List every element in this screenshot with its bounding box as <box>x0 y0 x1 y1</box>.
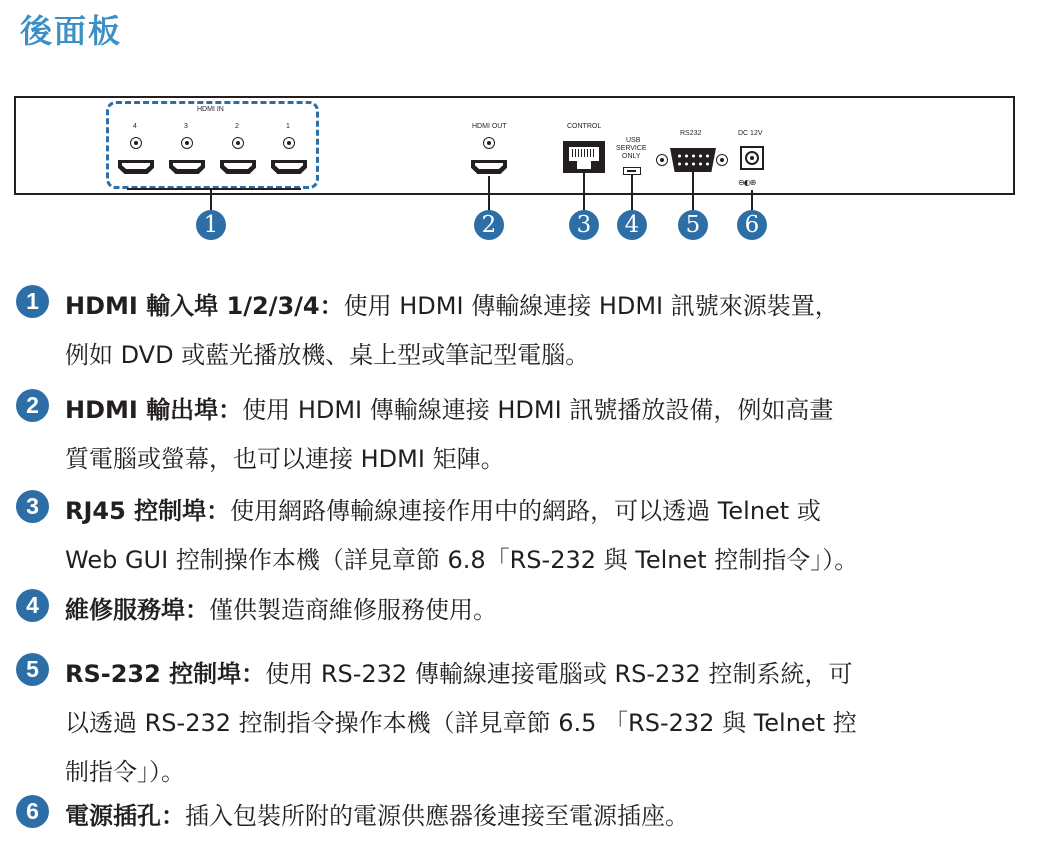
hdmi-in-number-4: 4 <box>133 123 137 130</box>
usb-label-line2: SERVICE <box>616 145 647 152</box>
control-label: CONTROL <box>567 123 602 130</box>
item-term: HDMI 輸出埠： <box>65 396 243 424</box>
callout-line-2 <box>488 176 490 213</box>
hdmi-in-label: HDMI IN <box>194 106 227 113</box>
list-item-rj45-control <box>16 487 1016 585</box>
item-desc-line1: 插入包裝所附的電源供應器後連接至電源插座。 <box>185 802 689 830</box>
hdmi-out-port-icon <box>471 160 507 174</box>
usb-label-line3: ONLY <box>622 153 641 160</box>
number-badge-4-icon: 4 <box>16 589 49 622</box>
callout-2-icon: 2 <box>474 210 504 240</box>
hdmi-in-3-led-icon <box>181 137 193 149</box>
item-desc-line1: 使用 HDMI 傳輸線連接 HDMI 訊號來源裝置， <box>343 292 839 320</box>
hdmi-in-4-led-icon <box>130 137 142 149</box>
callout-bracket-1 <box>127 188 301 190</box>
item-term: 維修服務埠： <box>65 596 209 624</box>
rs232-screw-right-icon <box>716 154 728 166</box>
rs232-port-icon <box>670 148 716 172</box>
page-title: 後面板 <box>20 12 123 50</box>
item-term: RJ45 控制埠： <box>65 497 231 525</box>
callout-4-icon: 4 <box>617 210 647 240</box>
number-badge-6-icon: 6 <box>16 795 49 828</box>
item-desc-line2: Web GUI 控制操作本機（詳見章節 6.8「RS-232 與 Telnet 控制指令」）。 <box>65 546 859 574</box>
callout-line-4 <box>631 175 633 213</box>
item-desc-line1: 使用 HDMI 傳輸線連接 HDMI 訊號播放設備，例如高畫 <box>242 396 834 424</box>
item-desc-line1: 使用網路傳輸線連接作用中的網路，可以透過 Telnet 或 <box>230 497 821 525</box>
hdmi-out-label: HDMI OUT <box>472 123 507 130</box>
hdmi-in-2-port-icon <box>220 160 256 174</box>
item-desc-line3: 制指令」）。 <box>65 758 185 786</box>
item-desc-line2: 以透過 RS-232 控制指令操作本機（詳見章節 6.5 「RS-232 與 Telnet 控 <box>65 709 857 737</box>
number-badge-5-icon: 5 <box>16 653 49 686</box>
list-item-service-port <box>16 586 1016 635</box>
item-desc-line1: 僅供製造商維修服務使用。 <box>209 596 497 624</box>
callout-line-3 <box>583 173 585 213</box>
hdmi-in-4-port-icon <box>118 160 154 174</box>
usb-service-port-icon <box>623 167 641 175</box>
item-term: 電源插孔： <box>65 802 185 830</box>
item-desc-line2: 例如 DVD 或藍光播放機、桌上型或筆記型電腦。 <box>65 341 590 369</box>
number-badge-2-icon: 2 <box>16 389 49 422</box>
list-item-power-jack <box>16 792 1016 841</box>
number-badge-1-icon: 1 <box>16 285 49 318</box>
list-item-rs232-control <box>16 650 1016 797</box>
item-desc-line2: 質電腦或螢幕，也可以連接 HDMI 矩陣。 <box>65 445 505 473</box>
polarity-symbol-icon: ⊖◐⊕ <box>738 178 756 187</box>
dc-12v-label: DC 12V <box>738 130 763 137</box>
rs232-label: RS232 <box>680 130 702 137</box>
hdmi-in-number-3: 3 <box>184 123 188 130</box>
rs232-screw-left-icon <box>656 154 668 166</box>
callout-line-5 <box>692 172 694 213</box>
number-badge-3-icon: 3 <box>16 490 49 523</box>
hdmi-in-2-led-icon <box>232 137 244 149</box>
list-item-hdmi-output <box>16 386 1016 484</box>
callout-5-icon: 5 <box>678 210 708 240</box>
callout-3-icon: 3 <box>569 210 599 240</box>
rj45-port-icon <box>563 141 605 173</box>
item-term: HDMI 輸入埠 1/2/3/4： <box>65 292 344 320</box>
dc-power-jack-icon <box>740 146 764 170</box>
item-desc-line1: 使用 RS-232 傳輸線連接電腦或 RS-232 控制系統，可 <box>265 660 853 688</box>
hdmi-out-led-icon <box>483 137 495 149</box>
callout-1-icon: 1 <box>196 210 226 240</box>
hdmi-in-number-2: 2 <box>235 123 239 130</box>
usb-label-line1: USB <box>626 137 641 144</box>
hdmi-in-1-led-icon <box>283 137 295 149</box>
callout-6-icon: 6 <box>737 210 767 240</box>
hdmi-in-number-1: 1 <box>286 123 290 130</box>
list-item-hdmi-inputs <box>16 282 1016 380</box>
hdmi-in-1-port-icon <box>271 160 307 174</box>
hdmi-in-3-port-icon <box>169 160 205 174</box>
item-term: RS-232 控制埠： <box>65 660 266 688</box>
